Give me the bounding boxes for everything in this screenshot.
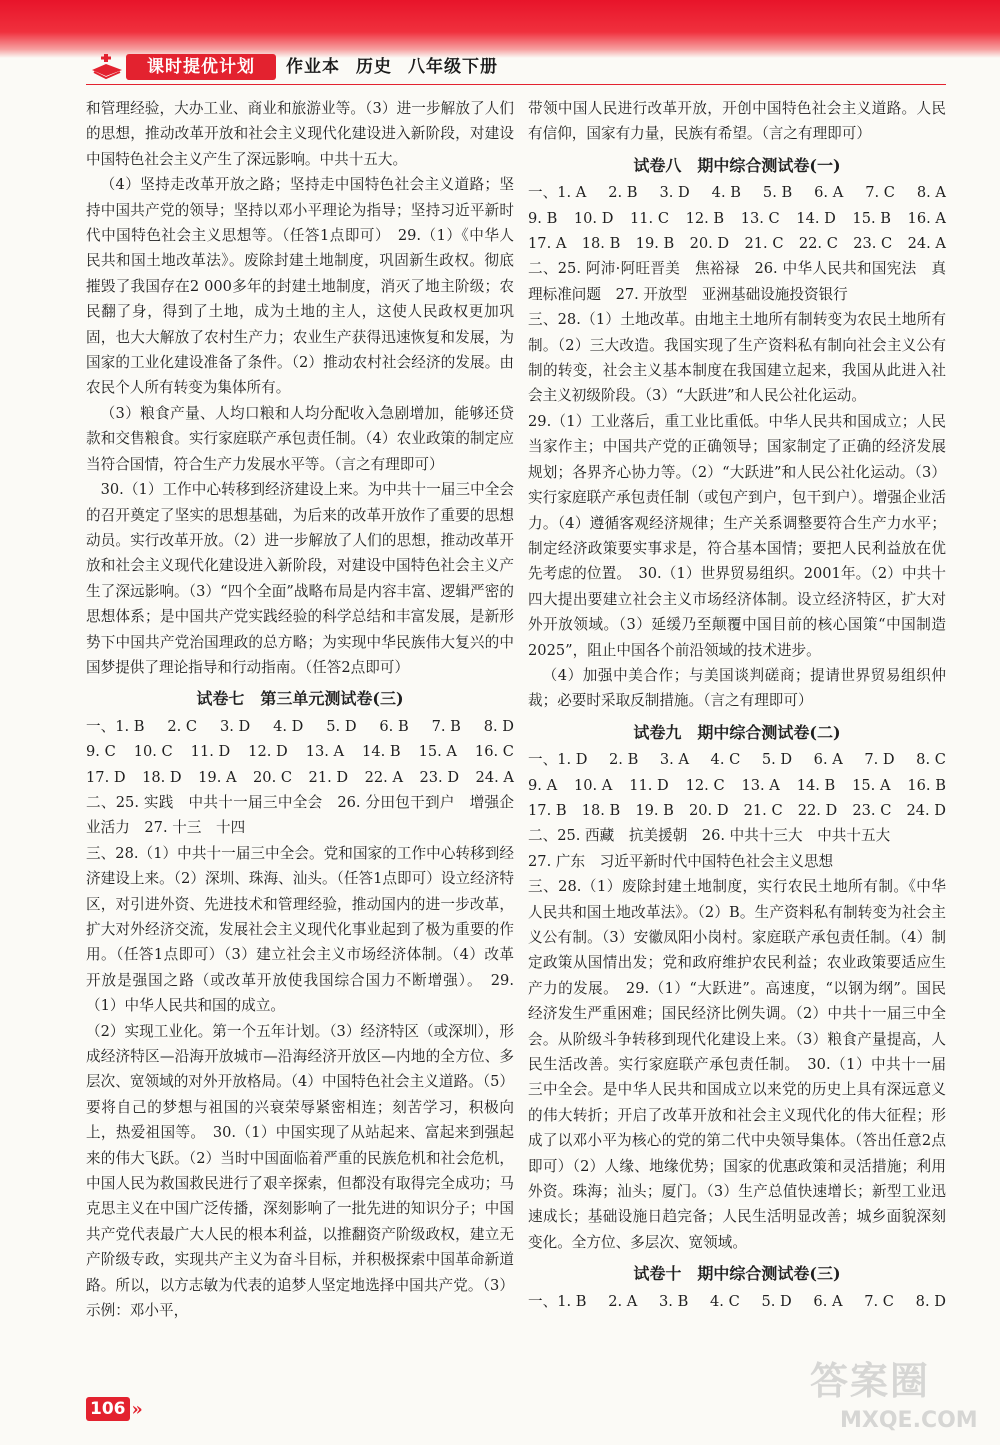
paragraph: 和管理经验，大办工业、商业和旅游业等。（3）进一步解放了人们的思想，推动改革开放和社会主义现代化建设进入新阶段，对建设中国特色社会主义产生了深远影响。中共十五大。 — [86, 100, 514, 168]
answer-item: 14. B — [362, 743, 401, 761]
answer-row — [528, 1289, 946, 1314]
answer-item: 19. B — [635, 801, 674, 819]
answer-item: 4. D — [273, 717, 304, 735]
answer-item: 5. D — [326, 717, 357, 735]
answer-item: 8. D — [915, 1292, 946, 1310]
answer-row — [86, 714, 514, 739]
paragraph: 三、28.（1）中共十一届三中全会。党和国家的工作中心转移到经济建设上来。（2）深圳、珠海、汕头。（任答1点即可）设立经济特区，对引进外资、先进技术和管理经验，推动国内的进一步改革，扩大对外经济交流，发展社会主义现代化事业起到了极为重要的作用。（任答1点即可）（3）建立社会主义市场经济体制。（4）改革开放是强国之路（或改革开放使我国综合国力不断增强）。 29.（1）中华人民共和国的成立。 — [86, 844, 514, 1015]
paragraph: 二、25. 西藏 抗美援朝 26. 中共十三大 中共十五大 — [528, 827, 891, 845]
answer-item: 19. B — [635, 235, 675, 253]
answer-row — [86, 739, 514, 764]
answer-item: 3. B — [659, 1292, 689, 1310]
answer-item: 24. D — [906, 801, 946, 819]
chevron-right-icon: » — [131, 1398, 143, 1420]
answer-row — [528, 747, 946, 772]
paragraph: 29.（1）工业落后，重工业比重低。中华人民共和国成立；人民当家作主；中国共产党的正确领导；国家制定了正确的经济发展规划；各界齐心协力等。（2）“大跃进”和人民公社化运动。（3）实行家庭联产承包责任制（或包产到户，包干到户）。增强企业活力。（4）遵循客观经济规律；生产关系调整要符合生产力水平；制定经济政策要实事求是，符合基本国情；要把人民利益放在优先考虑的位置。 30.（1）世界贸易组织。2001年。（2）中共十四大提出要建立社会主义市场经济体制。设立经济特区，扩大对外开放领域。（3）延缓乃至颠覆中国目前的核心国策“中国制造2025”，阻止中国各个前沿领域的技术进步。 — [528, 412, 946, 659]
answer-item: 2. B — [608, 184, 638, 202]
answer-item: 6. A — [813, 1292, 843, 1310]
section-title: 试卷九 期中综合测试卷(二) — [633, 722, 841, 742]
page-header — [86, 50, 946, 86]
answer-row — [528, 773, 946, 798]
answer-item: 7. B — [431, 717, 461, 735]
answer-item: 11. D — [629, 776, 669, 794]
book-icon — [90, 50, 124, 82]
answer-item: 3. A — [659, 751, 689, 769]
header-divider — [86, 84, 946, 85]
answer-item: 24. A — [475, 768, 514, 786]
answer-grid — [86, 714, 514, 790]
left-column — [86, 96, 514, 1324]
answer-item: 22. A — [364, 768, 403, 786]
answer-item: 一、1. D — [528, 751, 588, 769]
answer-item: 3. D — [219, 717, 251, 735]
paragraph: 30.（1）工作中心转移到经济建设上来。为中共十一届三中全会的召开奠定了坚实的思想基础，为后来的改革开放作了重要的思想动员。实行改革开放。（2）进一步解放了人们的思想，推动改革开放和社会主义现代化建设进入新阶段，对建设中国特色社会主义产生了深远影响。（3）“四个全面”战略布局是内容丰富、逻辑严密的思想体系；是中国共产党实践经验的科学总结和丰富发展，是新形势下中国共产党治国理政的总方略；为实现中华民族伟大复兴的中国梦提供了理论指导和行动指南。（任答2点即可） — [86, 481, 514, 676]
answer-item: 6. A — [813, 751, 843, 769]
answer-item: 8. D — [483, 717, 514, 735]
answer-item: 14. D — [796, 209, 836, 227]
watermark — [810, 1350, 990, 1440]
answer-item: 20. D — [689, 235, 730, 253]
answer-item: 13. C — [740, 209, 780, 227]
answer-item: 22. D — [797, 801, 838, 819]
answer-item: 16. B — [907, 776, 946, 794]
answer-item: 8. A — [916, 184, 946, 202]
answer-item: 9. C — [86, 743, 116, 761]
paragraph: （3）粮食产量、人均口粮和人均分配收入急剧增加，能够还贷款和交售粮食。实行家庭联产承包责任制。（4）农业政策的制定应当符合国情，符合生产力发展水平等。（言之有理即可） — [86, 404, 514, 473]
answer-item: 12. B — [685, 209, 725, 227]
paragraph: （2）实现工业化。第一个五年计划。（3）经济特区（或深圳），形成经济特区—沿海开放城市—沿海经济开放区—内地的全方位、多层次、宽领域的对外开放格局。（4）中国特色社会主义道路。（5）要将自己的梦想与祖国的兴衰荣辱紧密相连；刻苦学习，积极向上，热爱祖国等。 30.（1）中国实现了从站起来、富起来到强起来的伟大飞跃。（2）当时中国面临着严重的民族危机和社会危机，中国人民为救国救民进行了艰辛探索，但都没有取得完全成功；马克思主义在中国广泛传播，深刻影响了一批先进的知识分子；中国共产党代表最广大人民的根本利益，以推翻资产阶级政权，建立无产阶级专政，实现共产主义为奋斗目标，并积极探索中国革命新道路。所以，以方志敏为代表的追梦人坚定地选择中国共产党。（3）示例：邓小平， — [86, 1022, 514, 1320]
paragraph: （4）坚持走改革开放之路；坚持走中国特色社会主义道路；坚持中国共产党的领导；坚持以邓小平理论为指导；坚持习近平新时代中国特色社会主义思想等。（任答1点即可） 29.（1）《中华人民共和国土地改革法》。废除封建土地制度，巩固新生政权。彻底摧毁了我国存在2 000多年的封建土地制度，消灭了地主阶级；农民翻了身，得到了土地，成为土地的主人，这使人民政权更加巩固，也大大解放了农村生产力；农业生产获得迅速恢复和发展，为国家的工业化建设准备了条件。（2）推动农村社会经济的发展。由农民个人所有转变为集体所有。 — [86, 176, 514, 397]
answer-item: 18. B — [581, 235, 621, 253]
answer-item: 23. C — [852, 801, 892, 819]
answer-grid — [528, 1289, 946, 1314]
answer-item: 8. C — [916, 751, 946, 769]
answer-item: 5. D — [761, 751, 793, 769]
answer-item: 6. B — [379, 717, 409, 735]
subject: 历史 — [356, 57, 392, 77]
answer-item: 7. D — [864, 751, 895, 769]
grade: 八年级下册 — [408, 57, 498, 77]
answer-row — [86, 765, 514, 790]
watermark-url: MXQE.COM — [840, 1408, 978, 1433]
logo-text: 课时提优计划 — [126, 54, 276, 80]
series-logo — [86, 50, 276, 82]
answer-item: 12. D — [248, 743, 288, 761]
answer-item: 18. D — [142, 768, 182, 786]
answer-item: 5. D — [761, 1292, 792, 1310]
answer-item: 13. A — [305, 743, 345, 761]
answer-row — [528, 206, 946, 231]
page-number-text: 106 — [86, 1397, 130, 1421]
answer-item: 15. A — [852, 776, 891, 794]
answer-grid — [528, 180, 946, 256]
answer-item: 9. B — [528, 209, 558, 227]
answer-item: 9. A — [528, 776, 558, 794]
answer-item: 23. C — [853, 235, 893, 253]
answer-item: 一、1. B — [86, 717, 145, 735]
answer-item: 10. A — [573, 776, 613, 794]
answer-item: 7. C — [864, 1292, 894, 1310]
watermark-text: 答案圈 — [810, 1359, 931, 1403]
answer-item: 19. A — [198, 768, 237, 786]
paragraph: 带领中国人民进行改革开放，开创中国特色社会主义道路。人民有信仰，国家有力量，民族有希望。（言之有理即可） — [528, 100, 946, 143]
answer-item: 6. A — [814, 184, 844, 202]
answer-item: 16. A — [907, 209, 946, 227]
answer-item: 15. A — [418, 743, 457, 761]
paragraph: 27. 广东 习近平新时代中国特色社会主义思想 — [528, 852, 834, 870]
answer-item: 2. C — [167, 717, 198, 735]
answer-row — [528, 231, 946, 256]
answer-item: 18. B — [581, 801, 621, 819]
answer-item: 15. B — [852, 209, 891, 227]
answer-item: 2. A — [608, 1292, 638, 1310]
answer-item: 17. D — [86, 768, 126, 786]
answer-item: 14. B — [796, 776, 836, 794]
section-title: 试卷八 期中综合测试卷(一) — [633, 155, 841, 175]
book-title — [286, 54, 514, 80]
answer-item: 5. B — [762, 184, 793, 202]
answer-item: 4. C — [710, 1292, 740, 1310]
paragraph: 三、28.（1）土地改革。由地主土地所有制转变为农民土地所有制。（2）三大改造。我国实现了生产资料私有制向社会主义公有制的转变，社会主义基本制度在我国建立起来，我国从此进入社会主义初级阶段。（3）“大跃进”和人民公社化运动。 — [528, 311, 946, 405]
answer-item: 21. C — [744, 235, 784, 253]
section-title: 试卷十 期中综合测试卷(三) — [633, 1264, 841, 1284]
answer-item: 7. C — [865, 184, 895, 202]
answer-item: 4. B — [711, 184, 741, 202]
answer-item: 20. C — [253, 768, 293, 786]
answer-item: 一、1. B — [528, 1292, 587, 1310]
answer-item: 13. A — [741, 776, 780, 794]
answer-row — [528, 180, 946, 205]
answer-item: 20. D — [688, 801, 729, 819]
paragraph: 二、25. 实践 中共十一届三中全会 26. 分田包干到户 增强企业活力 27. 十三 十四 — [86, 793, 514, 837]
answer-item: 23. D — [419, 768, 460, 786]
answer-row — [528, 798, 946, 823]
answer-item: 11. D — [190, 743, 231, 761]
paragraph: 三、28.（1）废除封建土地制度，实行农民土地所有制。《中华人民共和国土地改革法》。（2）B。生产资料私有制转变为社会主义公有制。（3）安徽凤阳小岗村。家庭联产承包责任制。（4）制定政策从国情出发；党和政府维护农民利益；农业政策要适应生产力的发展。 29.（1）“大跃进”。高速度，“以钢为纲”。国民经济发生严重困难；国民经济比例失调。（2）中共十一届三中全会。从阶级斗争转移到现代化建设上来。（3）粮食产量提高，人民生活改善。实行家庭联产承包责任制。 30.（1）中共十一届三中全会。是中华人民共和国成立以来党的历史上具有深远意义的伟大转折；开启了改革开放和社会主义现代化的伟大征程；形成了以邓小平为核心的党的第二代中央领导集体。（答出任意2点即可）（2）人缘、地缘优势；国家的优惠政策和灵活措施；利用外资。珠海；汕头；厦门。（3）生产总值快速增长；新型工业迅速成长；基础设施日趋完备；人民生活明显改善；城乡面貌深刻变化。全方位、多层次、宽领域。 — [528, 878, 946, 1251]
paragraph: 二、25. 阿沛·阿旺晋美 焦裕禄 26. 中华人民共和国宪法 真理标准问题 27. 开放型 亚洲基础设施投资银行 — [528, 260, 946, 303]
paragraph: （4）加强中美合作；与美国谈判磋商；提请世界贸易组织仲裁；必要时采取反制措施。（言之有理即可） — [528, 666, 946, 710]
answer-item: 21. C — [743, 801, 783, 819]
section-title: 试卷七 第三单元测试卷(三) — [196, 689, 404, 709]
answer-item: 24. A — [907, 235, 946, 253]
answer-item: 21. D — [308, 768, 349, 786]
page-number — [86, 1396, 143, 1422]
answer-item: 10. C — [133, 743, 173, 761]
answer-item: 16. C — [474, 743, 514, 761]
answer-item: 3. D — [659, 184, 690, 202]
answer-item: 17. B — [528, 801, 567, 819]
answer-item: 10. D — [573, 209, 614, 227]
answer-item: 4. C — [710, 751, 741, 769]
book-type: 作业本 — [286, 57, 340, 77]
answer-item: 一、1. A — [528, 184, 587, 202]
answer-item: 12. C — [685, 776, 725, 794]
answer-item: 22. C — [798, 235, 838, 253]
right-column — [528, 96, 946, 1314]
answer-item: 11. C — [629, 209, 669, 227]
answer-item: 2. B — [609, 751, 639, 769]
answer-item: 17. A — [528, 235, 567, 253]
answer-grid — [528, 747, 946, 823]
